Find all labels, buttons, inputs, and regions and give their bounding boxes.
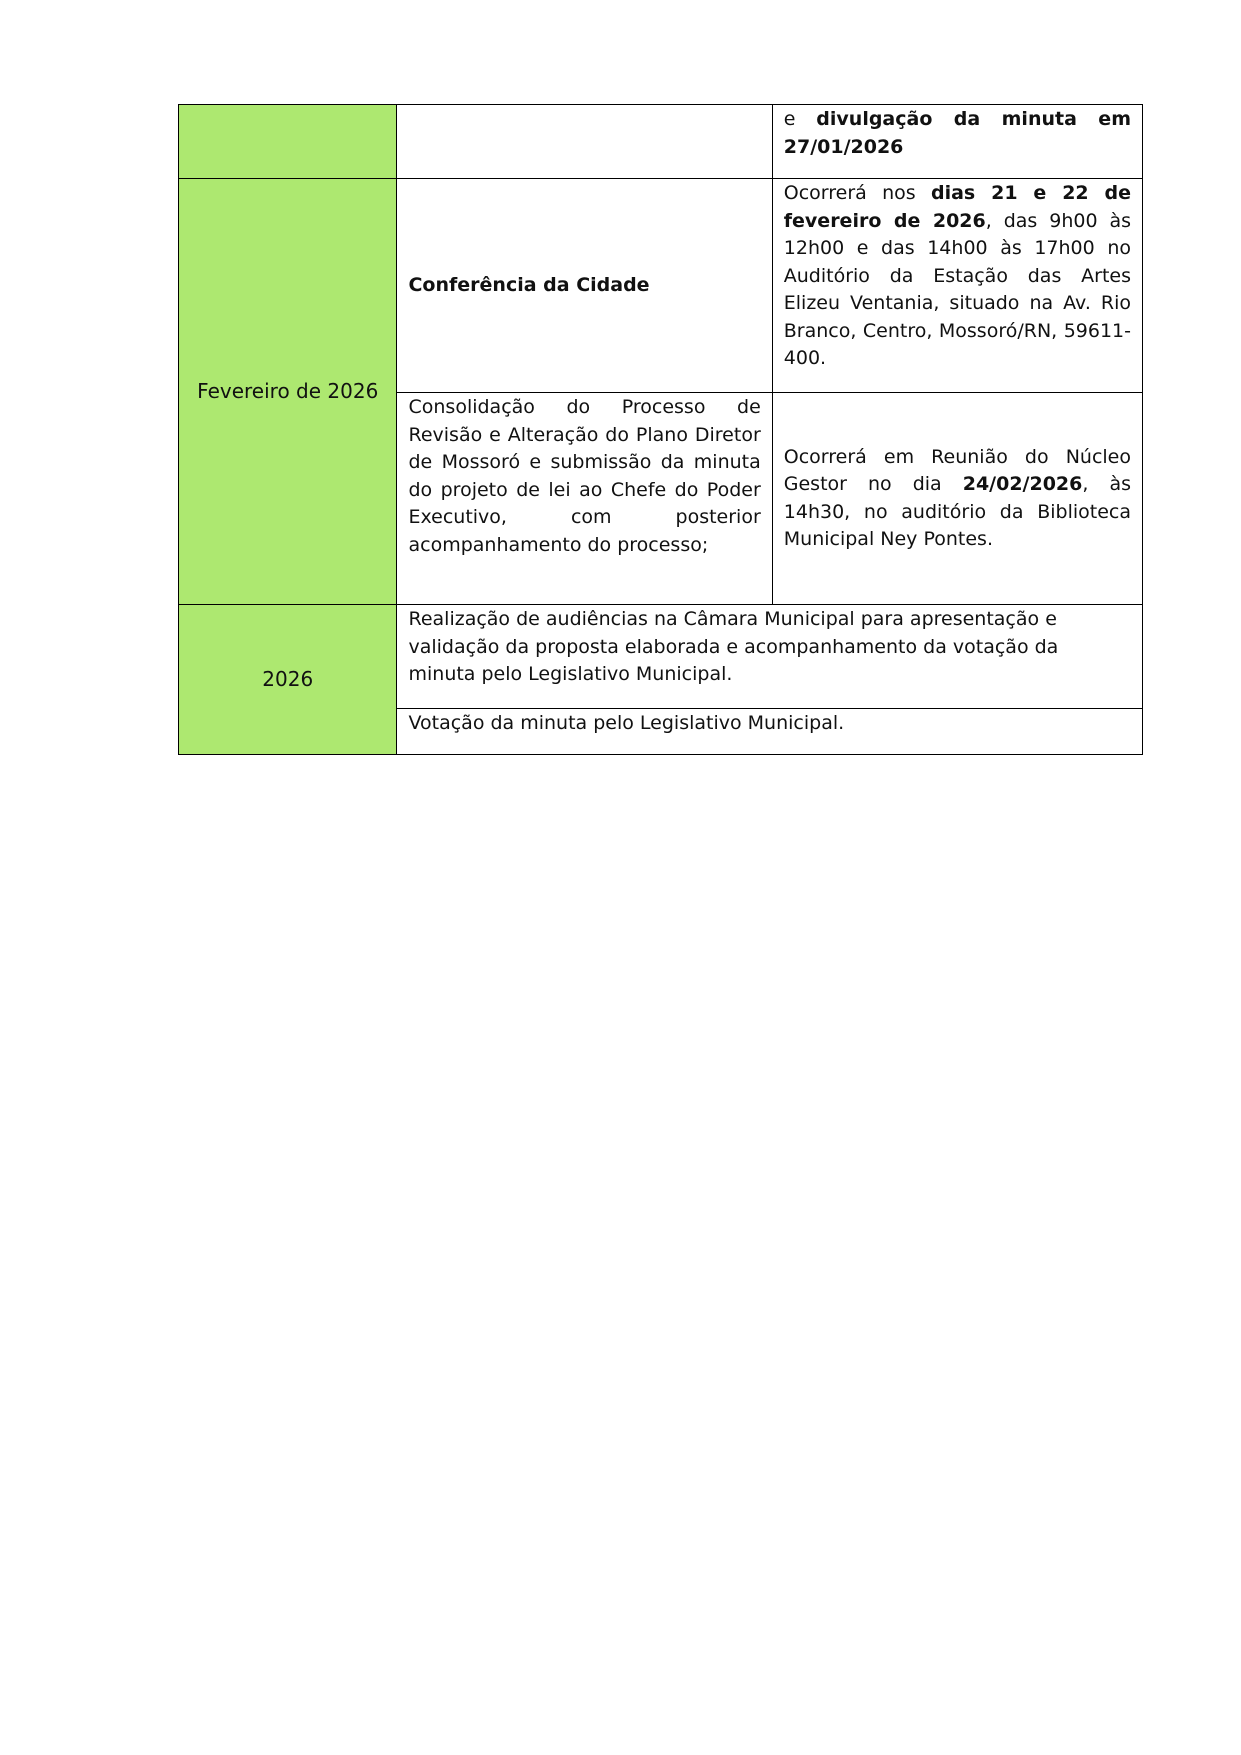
activity-cell-hearings: Realização de audiências na Câmara Municipal para apresentação e validação da proposta elaborada e acompanhamento da votação da minuta pelo Legislativo Municipal.: [397, 605, 1143, 709]
table-row: [179, 105, 1143, 179]
description-text: , às 14h30, no auditório da Biblioteca Municipal Ney Pontes.: [783, 473, 1131, 550]
description-text: Ocorrerá em Reunião do Núcleo Gestor no dia: [783, 445, 1131, 495]
period-cell-february: Fevereiro de 2026: [179, 179, 397, 605]
description-bold-text: 24/02/2026: [962, 473, 1083, 495]
description-cell-conference: [772, 179, 1142, 393]
table-row: [179, 179, 1143, 393]
activity-cell-vote: Votação da minuta pelo Legislativo Municipal.: [397, 709, 1143, 755]
activity-cell-conference: Conferência da Cidade: [397, 179, 772, 393]
description-text: e: [783, 108, 817, 130]
description-cell-consolidation: [772, 393, 1142, 605]
description-bold-text: dias 21 e 22 de fevereiro de 2026: [783, 182, 1131, 232]
schedule-table: [178, 104, 1143, 755]
period-cell-2026: 2026: [179, 605, 397, 755]
description-cell: [772, 105, 1142, 179]
description-bold-text: divulgação da minuta em 27/01/2026: [783, 108, 1131, 158]
period-cell-empty: [179, 105, 397, 179]
activity-cell-empty: [397, 105, 772, 179]
activity-cell-consolidation: Consolidação do Processo de Revisão e Alteração do Plano Diretor de Mossoró e submissão da minuta do projeto de lei ao Chefe do Poder Executivo, com posterior acompanhamento do processo;: [397, 393, 772, 605]
description-text: Ocorrerá nos: [783, 182, 931, 204]
description-text: , das 9h00 às 12h00 e das 14h00 às 17h00 no Auditório da Estação das Artes Elizeu Ventania, situado na Av. Rio Branco, Centro, Mossoró/RN, 59611-400.: [783, 209, 1131, 369]
table-row: [179, 605, 1143, 709]
